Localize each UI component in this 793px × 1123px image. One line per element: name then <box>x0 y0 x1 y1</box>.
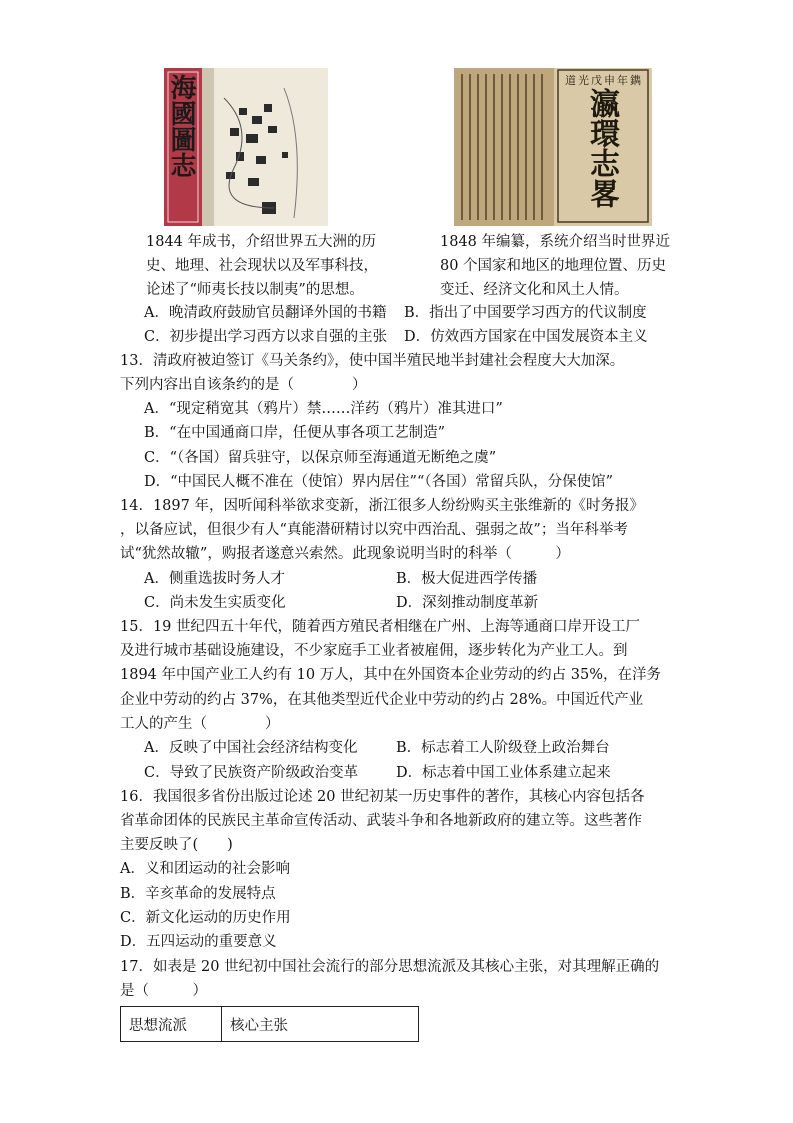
q16-option-c[interactable]: C．新文化运动的历史作用 <box>120 910 291 926</box>
q16-option-d[interactable]: D．五四运动的重要意义 <box>120 934 277 950</box>
q16-stem: 16．我国很多省份出版过论述 20 世纪初某一历史事件的著作，其核心内容包括各 <box>120 789 645 805</box>
q15-option-c[interactable]: C．导致了民族资产阶级政治变革 <box>144 765 359 781</box>
q13-option-c[interactable]: C．“（各国）留兵驻守，以保京师至海通道无断绝之虞” <box>144 450 497 466</box>
q14-option-d[interactable]: D．深刻推动制度革新 <box>396 595 539 611</box>
q15-stem: 工人的产生（ ） <box>120 716 280 732</box>
q12-option-a[interactable]: A．晚清政府鼓励官员翻译外国的书籍 <box>144 305 387 321</box>
q16-stem: 主要反映了( ) <box>120 837 233 853</box>
figure-1-caption: 1844 年成书，介绍世界五大洲的历 史、地理、社会现状以及军事科技， 论述了“师夷长技以制夷”的思想。 <box>146 234 378 298</box>
table-header-school: 思想流派 <box>121 1007 222 1042</box>
q16-option-a[interactable]: A．义和团运动的社会影响 <box>120 861 290 877</box>
book-header-glyphs: 道光戊申年鐫 <box>565 74 643 87</box>
q15-option-d[interactable]: D．标志着中国工业体系建立起来 <box>396 765 611 781</box>
q15-stem: 及进行城市基础设施建设，不少家庭手工业者被雇佣，逐步转化为产业工人。到 <box>120 643 628 659</box>
table-row <box>121 1007 419 1042</box>
thought-schools-table <box>120 1006 419 1042</box>
q15-stem: 15．19 世纪四五十年代，随着西方殖民者相继在广州、上海等通商口岸开设工厂 <box>120 619 641 635</box>
q13-option-a[interactable]: A．“现定稍宽其（鸦片）禁……洋药（鸦片）准其进口” <box>144 401 503 417</box>
q15-stem: 企业中劳动的约占 37%，在其他类型近代企业中劳动的约占 28%。中国近代产业 <box>120 692 644 708</box>
q12-option-d[interactable]: D．仿效西方国家在中国发展资本主义 <box>404 329 648 345</box>
q15-stem: 1894 年中国产业工人约有 10 万人，其中在外国资本企业劳动的约占 35%，在洋务 <box>120 667 662 683</box>
q14-stem: 试“犹然故辙”，购报者遂意兴索然。此现象说明当时的科举（ ） <box>120 546 570 562</box>
table-header-claim: 核心主张 <box>222 1007 419 1042</box>
q16-stem: 省革命团体的民族民主革命宣传活动、武装斗争和各地新政府的建立等。这些著作 <box>120 813 642 829</box>
q15-option-a[interactable]: A．反映了中国社会经济结构变化 <box>144 740 358 756</box>
book-title-glyphs: 海國圖志 <box>166 74 196 178</box>
book-image-yinghuan <box>454 68 652 226</box>
q14-stem: ，以备应试，但很少有人“真能潜研精讨以究中西治乱、强弱之故”；当年科举考 <box>120 522 628 538</box>
q16-option-b[interactable]: B．辛亥革命的发展特点 <box>120 886 276 902</box>
book-title-glyphs: 瀛環志畧 <box>584 88 619 208</box>
figure-yinghuan-zhilue <box>454 68 652 226</box>
q17-stem: 是（ ） <box>120 983 207 999</box>
q13-stem: 13．清政府被迫签订《马关条约》，使中国半殖民地半封建社会程度大大加深。 <box>120 353 625 369</box>
q14-option-c[interactable]: C．尚未发生实质变化 <box>144 595 286 611</box>
figure-haiguo-tuzhi <box>164 68 328 226</box>
figure-2-caption: 1848 年编纂，系统介绍当时世界近 80 个国家和地区的地理位置、历史 变迁、经济文化和风土人情。 <box>440 234 671 298</box>
q13-option-b[interactable]: B．“在中国通商口岸，任便从事各项工艺制造” <box>144 425 445 441</box>
q17-stem: 17．如表是 20 世纪初中国社会流行的部分思想流派及其核心主张，对其理解正确的 <box>120 959 660 975</box>
q13-option-d[interactable]: D．“中国民人概不准在（使馆）界内居住”“（各国）常留兵队，分保使馆” <box>144 474 614 490</box>
q15-option-b[interactable]: B．标志着工人阶级登上政治舞台 <box>396 740 610 756</box>
q14-option-b[interactable]: B．极大促进西学传播 <box>396 571 538 587</box>
q14-option-a[interactable]: A．侧重选拔时务人才 <box>144 571 285 587</box>
q14-stem: 14．1897 年，因听闻科举欲求变新，浙江很多人纷纷购买主张维新的《时务报》 <box>120 498 644 514</box>
q12-option-c[interactable]: C．初步提出学习西方以求自强的主张 <box>144 329 388 345</box>
q12-option-b[interactable]: B．指出了中国要学习西方的代议制度 <box>404 305 647 321</box>
q13-stem: 下列内容出自该条约的是（ ） <box>120 377 367 393</box>
